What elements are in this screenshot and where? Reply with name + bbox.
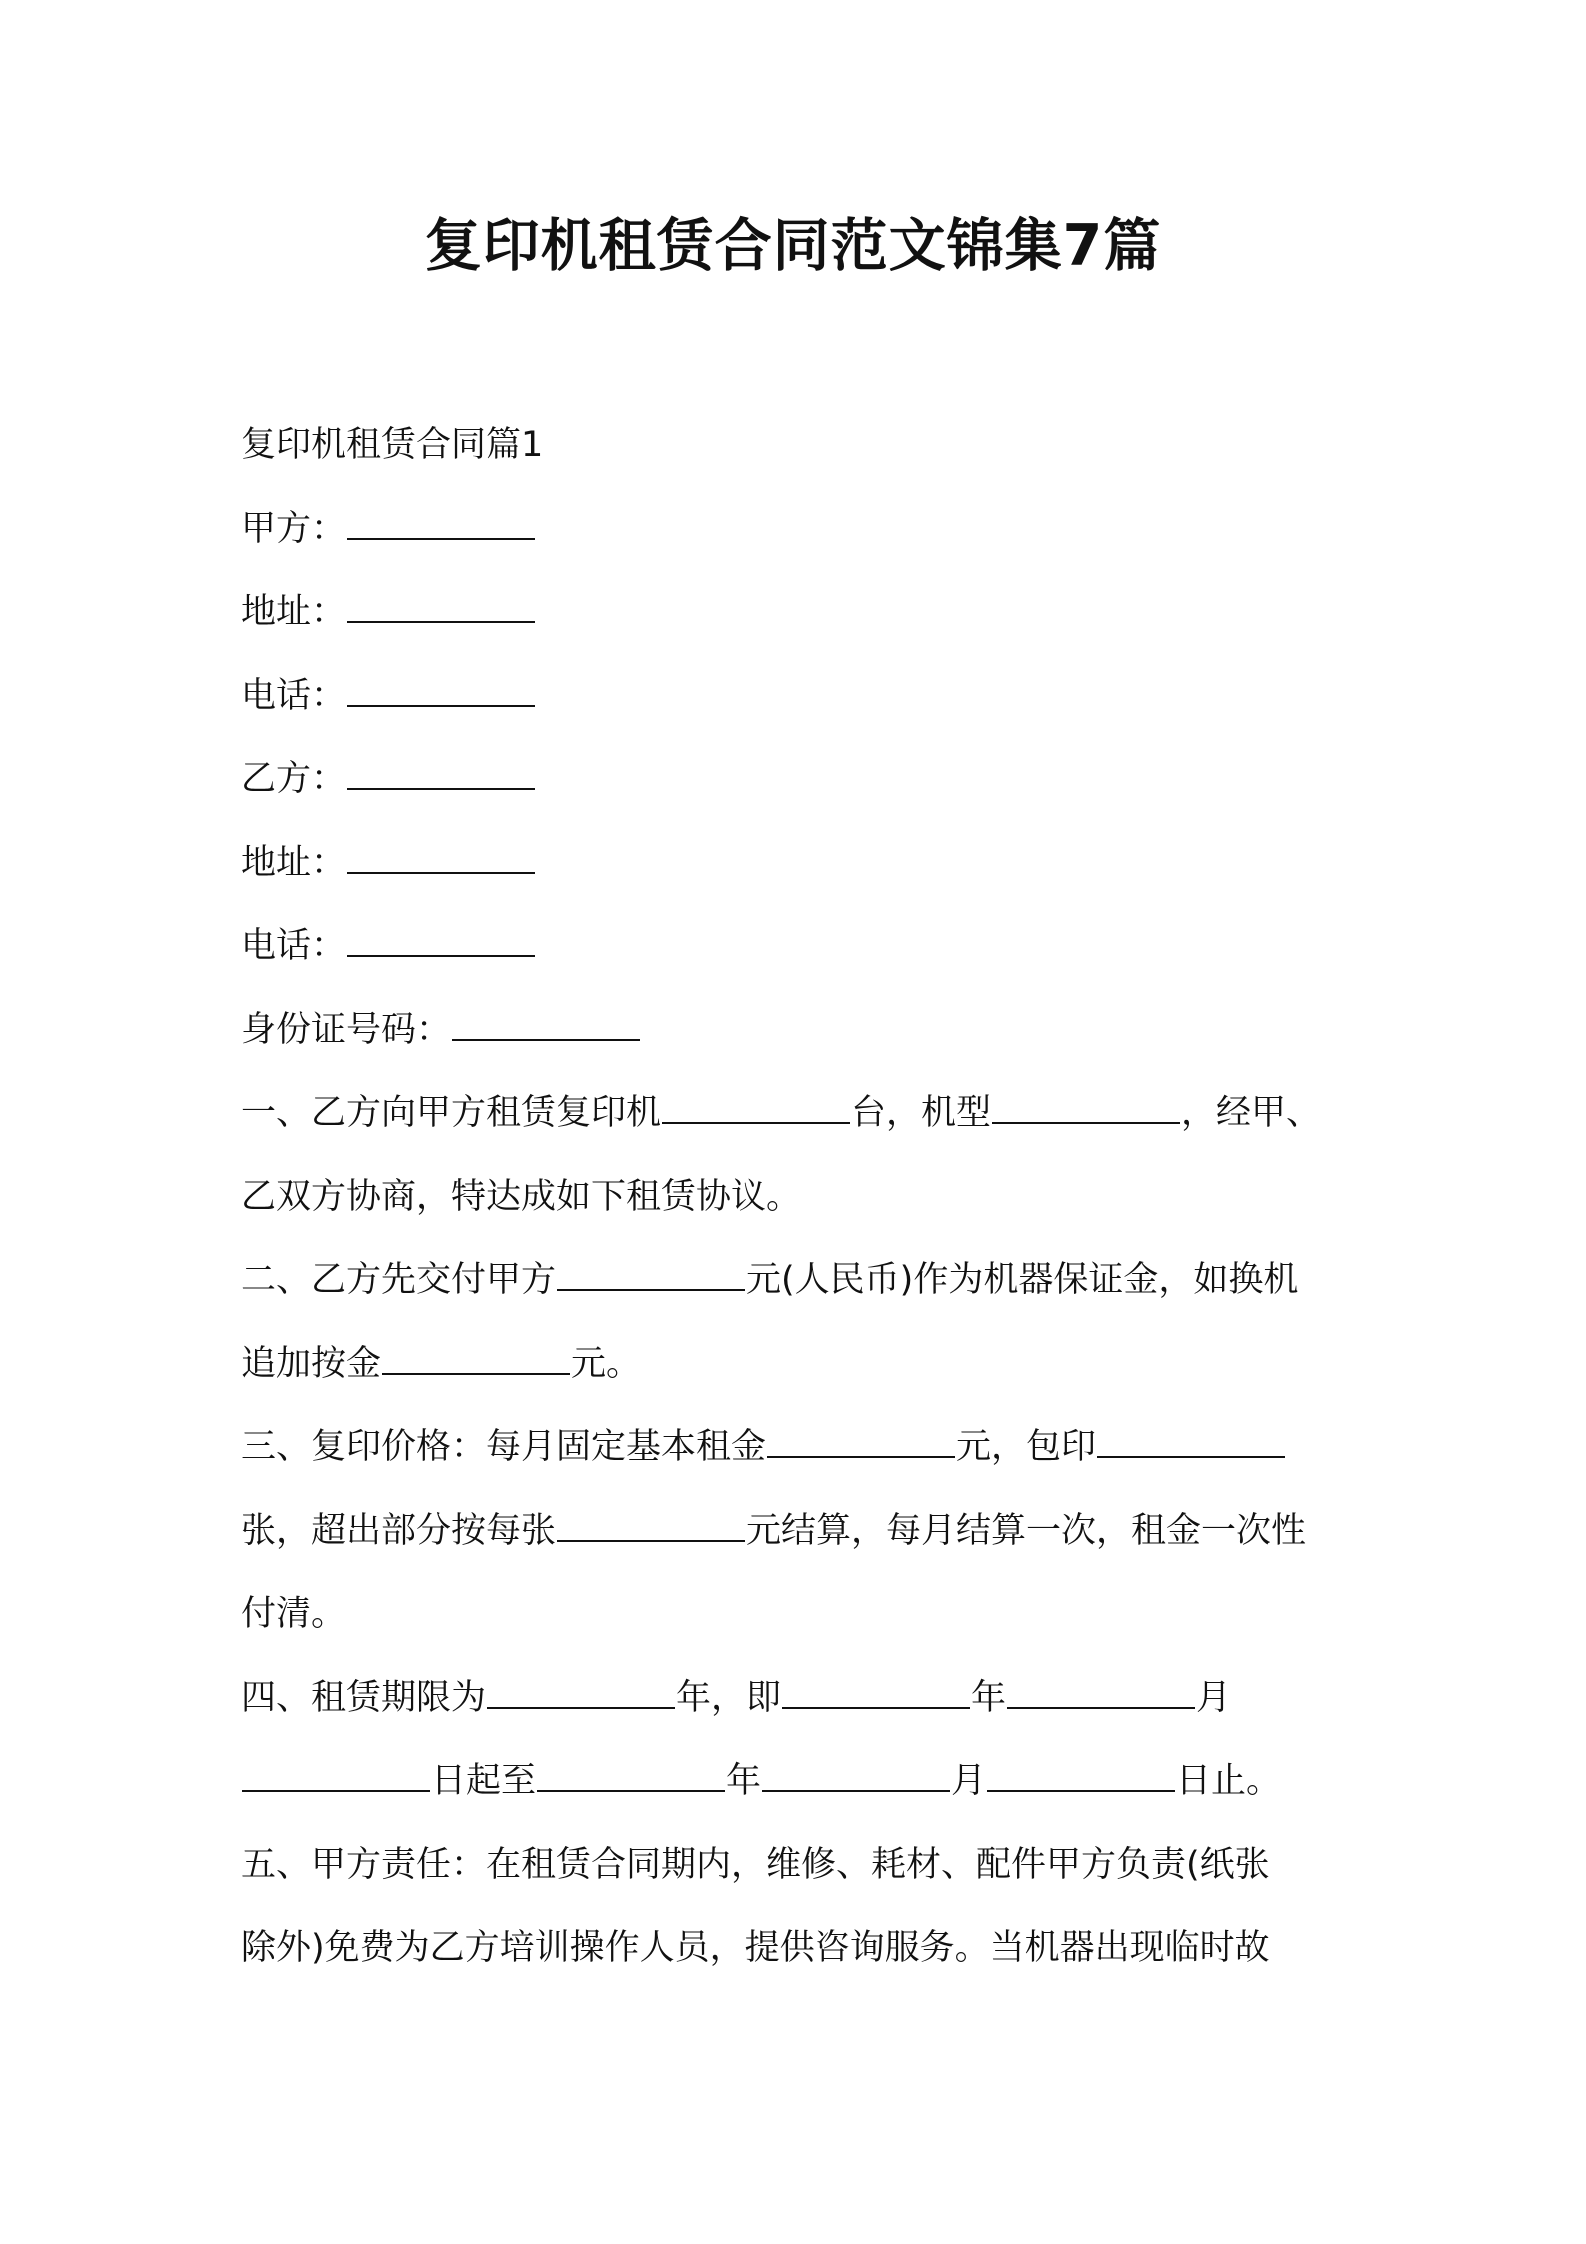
clause-3-text: 张，超出部分按每张 <box>241 1510 557 1551</box>
clause-2-text: 追加按金 <box>241 1343 382 1384</box>
deposit-blank <box>557 1259 745 1291</box>
clause-4-text: 年 <box>726 1761 762 1801</box>
party-a-phone-label: 电话： <box>241 675 347 716</box>
per-page-price-blank <box>557 1510 745 1542</box>
party-a-blank <box>347 508 535 540</box>
party-b-label: 乙方： <box>241 759 347 799</box>
clause-4-text: 年，即 <box>676 1677 782 1718</box>
included-pages-blank <box>1097 1426 1285 1458</box>
clause-1-line-2 <box>241 1156 1361 1240</box>
party-a-line <box>241 488 1361 572</box>
clause-4-text: 四、租赁期限为 <box>241 1677 487 1718</box>
clause-2-line-1 <box>241 1239 1361 1323</box>
clause-4-text: 月 <box>951 1761 987 1801</box>
clause-3-text: 元，包印 <box>956 1427 1097 1467</box>
party-b-phone-blank <box>347 925 535 957</box>
end-year-blank <box>537 1760 725 1792</box>
clause-4-text: 月 <box>1196 1677 1232 1718</box>
clause-1-text: ，经甲、 <box>1181 1093 1322 1133</box>
clause-2-text: 元。 <box>571 1343 642 1384</box>
clause-2-text: 二、乙方先交付甲方 <box>241 1260 557 1300</box>
party-b-phone-line <box>241 905 1361 989</box>
start-day-blank <box>242 1760 430 1792</box>
party-a-address-label: 地址： <box>241 592 347 632</box>
clause-4-line-2 <box>241 1740 1361 1824</box>
document-title: 复印机租赁合同范文锦集7篇 <box>424 213 1162 279</box>
clause-1-line-1 <box>241 1072 1361 1156</box>
document-body <box>241 404 1361 1991</box>
party-a-label: 甲方： <box>241 508 347 549</box>
model-blank <box>992 1092 1180 1124</box>
base-rent-blank <box>767 1426 955 1458</box>
clause-1-text: 乙双方协商，特达成如下租赁协议。 <box>241 1176 802 1217</box>
quantity-blank <box>662 1092 850 1124</box>
party-b-phone-label: 电话： <box>241 926 347 966</box>
party-b-address-blank <box>347 842 535 874</box>
party-b-address-label: 地址： <box>241 842 347 883</box>
start-year-blank <box>782 1677 970 1709</box>
party-b-id-line <box>241 989 1361 1073</box>
clause-4-text: 日起至 <box>431 1761 537 1801</box>
clause-3-line-1 <box>241 1406 1361 1490</box>
start-month-blank <box>1007 1677 1195 1709</box>
extra-deposit-blank <box>382 1343 570 1375</box>
party-b-id-blank <box>452 1009 640 1041</box>
party-a-address-blank <box>347 591 535 623</box>
clause-4-text: 年 <box>971 1677 1007 1718</box>
clause-4-line-1 <box>241 1657 1361 1741</box>
clause-3-line-2 <box>241 1490 1361 1574</box>
clause-3-text: 三、复印价格：每月固定基本租金 <box>241 1427 767 1467</box>
clause-3-text: 付清。 <box>241 1594 347 1634</box>
end-month-blank <box>762 1760 950 1792</box>
party-a-phone-blank <box>347 675 535 707</box>
party-b-line <box>241 738 1361 822</box>
clause-2-text: 元(人民币)作为机器保证金，如换机 <box>746 1260 1299 1300</box>
party-a-phone-line <box>241 655 1361 739</box>
clause-5-line-2: 除外)免费为乙方培训操作人员，提供咨询服务。当机器出现临时故 <box>241 1928 1270 1968</box>
term-years-blank <box>487 1677 675 1709</box>
clause-1-text: 台，机型 <box>851 1093 992 1133</box>
party-b-blank <box>347 758 535 790</box>
clause-3-text: 元结算，每月结算一次，租金一次性 <box>746 1510 1307 1551</box>
end-day-blank <box>987 1760 1175 1792</box>
party-a-address-line <box>241 571 1361 655</box>
clause-1-text: 一、乙方向甲方租赁复印机 <box>241 1093 662 1133</box>
clause-4-text: 日止。 <box>1176 1761 1282 1801</box>
party-b-id-label: 身份证号码： <box>241 1009 452 1050</box>
clause-3-line-3 <box>241 1573 1361 1657</box>
section-heading: 复印机租赁合同篇1 <box>241 425 544 465</box>
clause-2-line-2 <box>241 1323 1361 1407</box>
party-b-address-line <box>241 822 1361 906</box>
clause-5-line-1: 五、甲方责任：在租赁合同期内，维修、耗材、配件甲方负责(纸张 <box>241 1844 1270 1885</box>
